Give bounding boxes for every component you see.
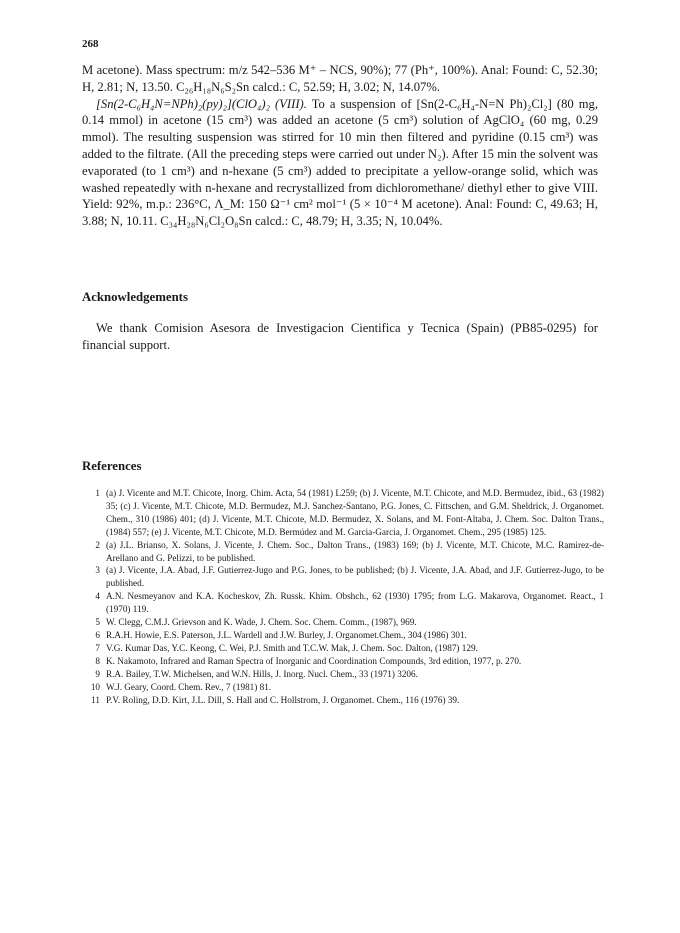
compound-paragraph <box>82 96 598 230</box>
page-number: 268 <box>82 38 99 50</box>
reference-number: 1 <box>95 488 100 498</box>
references-heading: References <box>82 459 142 473</box>
compound-title: [Sn(2-C₆H₄N=NPh)₂(py)₂](ClO₄)₂ (VIII). <box>96 96 307 111</box>
reference-item <box>82 487 604 539</box>
reference-item <box>82 616 604 629</box>
acknowledgements-text: We thank Comision Asesora de Investigacion Cientifica y Tecnica (Spain) (PB85-0295) for financial support. <box>82 321 598 352</box>
reference-text: (a) J. Vicente and M.T. Chicote, Inorg. Chim. Acta, 54 (1981) L259; (b) J. Vicente, M.T. Chicote, and M.D. Bermudez, ibid., 63 (1982) 35; (c) J. Vicente, M.T. Chicote, M.D. Bermudez, M.J. Sanchez-Santano, P.G. Jones, C. Fittschen, and G.M. Sheldrick, J. Organomet. Chem., 310 (1986) 401; (d) J. Vicente, M.T. Chicote, M.D. Bermudez, X. Solans, and M. Font-Altaba, J. Chem. Soc. Dalton Trans., (1984) 557; (e) J. Vicente, M.T. Chicote, M.D. Bermúdez and M. Garcia-Garcia, J. Organomet. Chem., 295 (1985) 125. <box>106 488 604 537</box>
reference-number: 3 <box>95 565 100 576</box>
reference-item <box>82 590 604 616</box>
reference-text: (a) J. Vicente, J.A. Abad, J.F. Gutierrez-Jugo and P.G. Jones, to be published; (b) J. Vicente, J.A. Abad, and J.F. Gutierrez-Jugo, to be published. <box>106 565 604 589</box>
reference-item <box>82 655 604 668</box>
experimental-text <box>82 62 598 230</box>
reference-item <box>82 539 604 565</box>
reference-text: W. Clegg, C.M.J. Grievson and K. Wade, J. Chem. Soc. Chem. Comm., (1987), 969. <box>106 617 417 628</box>
acknowledgements-heading: Acknowledgements <box>82 290 188 304</box>
reference-text: R.A.H. Howie, E.S. Paterson, J.L. Wardell and J.W. Burley, J. Organomet.Chem., 304 (1986) 301. <box>106 629 467 640</box>
continuation-paragraph: M acetone). Mass spectrum: m/z 542–536 M⁺ – NCS, 90%); 77 (Ph⁺, 100%). Anal: Found: C, 52.30; H, 2.81; N, 13.50. C₂₆H₁₈N₆S₂Sn calcd.: C, 52.59; H, 3.02; N, 14.07%. <box>82 63 598 94</box>
reference-number: 8 <box>95 655 100 666</box>
reference-text: V.G. Kumar Das, Y.C. Keong, C. Wei, P.J. Smith and T.C.W. Mak, J. Chem. Soc. Dalton, (1987) 129. <box>106 642 478 653</box>
reference-number: 6 <box>95 629 100 640</box>
reference-text: A.N. Nesmeyanov and K.A. Kocheskov, Zh. Russk. Khim. Obshch., 62 (1930) 1795; from L.G. Makarova, Organomet. React., 1 (1970) 119. <box>106 591 604 615</box>
reference-text: R.A. Bailey, T.W. Michelsen, and W.N. Hills, J. Inorg. Nucl. Chem., 33 (1971) 3206. <box>106 668 418 679</box>
reference-item <box>82 642 604 655</box>
reference-item <box>82 668 604 681</box>
reference-item <box>82 681 604 694</box>
reference-text: (a) J.L. Brianso, X. Solans, J. Vicente, J. Chem. Soc., Dalton Trans., (1983) 169; (b) J. Vicente, M.T. Chicote, M.C. Ramirez-de-Arellano and G. Pelizzi, to be published. <box>106 539 604 563</box>
reference-item <box>82 629 604 642</box>
reference-text: P.V. Roling, D.D. Kirt, J.L. Dill, S. Hall and C. Hollstrom, J. Organomet. Chem., 116 (1976) 39. <box>106 694 460 705</box>
reference-text: W.J. Geary, Coord. Chem. Rev., 7 (1981) 81. <box>106 681 272 692</box>
reference-text: K. Nakamoto, Infrared and Raman Spectra of Inorganic and Coordination Compounds, 3rd edition, 1977, p. 270. <box>106 655 522 666</box>
reference-item <box>82 564 604 590</box>
reference-number: 10 <box>90 681 100 692</box>
reference-number: 7 <box>95 642 100 653</box>
reference-number: 2 <box>95 539 100 550</box>
reference-number: 4 <box>95 591 100 602</box>
reference-item <box>82 694 604 707</box>
reference-number: 5 <box>95 617 100 628</box>
procedure-text: To a suspension of [Sn(2-C₆H₄-N=N Ph)₂Cl₂] (80 mg, 0.14 mmol) in acetone (15 cm³) was added an acetone (5 cm³) solution of AgClO₄ (60 mg, 0.29 mmol). The resulting suspension was stirred for 10 min then filtered and pyridine (0.15 cm³) was added to the filtrate. (All the preceding steps were carried out under N₂). After 15 min the solvent was evaporated (to 1 cm³) and n-hexane (5 cm³) added to precipitate a yellow-orange solid, which was washed repeatedly with n-hexane and recrystallized from dichloromethane/ diethyl ether to give VIII. Yield: 92%, m.p.: 236°C, Λ_M: 150 Ω⁻¹ cm² mol⁻¹ (5 × 10⁻⁴ M acetone). Anal: Found: C, 49.63; H, 3.88; N, 10.11. C₃₄H₂₈N₆Cl₂O₈Sn calcd.: C, 48.79; H, 3.35; N, 10.04%. <box>82 96 599 229</box>
reference-number: 9 <box>95 668 100 679</box>
references-list <box>82 487 604 706</box>
reference-number: 11 <box>91 694 100 705</box>
